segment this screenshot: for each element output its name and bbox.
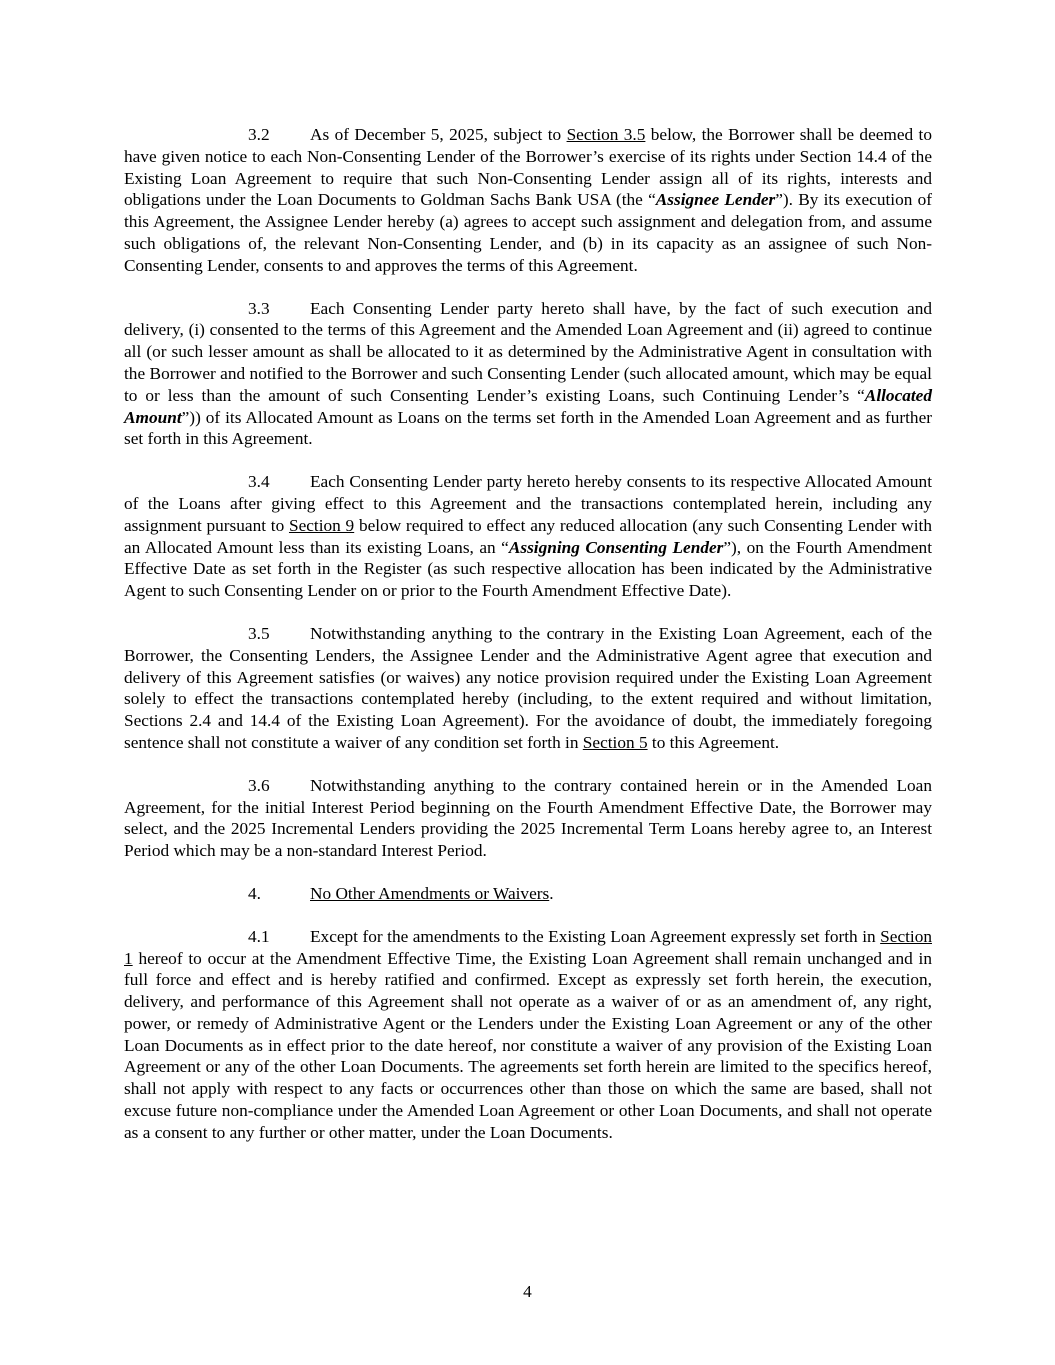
section-4-1 (124, 926, 932, 1144)
section-text: Each Consenting Lender party hereto hereby consents to its respective Allocated Amount of the Loans after giving effect to this Agreement and the transactions contemplated herein, including any assignment pursuant to (124, 472, 932, 535)
section-reference-link: Section 9 (288, 515, 355, 535)
section-3-6 (124, 775, 932, 862)
section-text: Except for the amendments to the Existing Loan Agreement expressly set forth in (310, 926, 881, 946)
section-number: 3.6 (248, 775, 270, 795)
section-3-3 (124, 298, 932, 451)
section-text: Notwithstanding anything to the contrary contained herein or in the Amended Loan Agreement, for the initial Interest Period beginning on the Fourth Amendment Effective Date, the Borrower may select, and the 2025 Incremental Lenders providing the 2025 Incremental Term Loans hereby agree to, an Interest Period which may be a non-standard Interest Period. (124, 775, 932, 861)
section-3-5 (124, 623, 932, 754)
section-text: below required to effect any reduced allocation (any such Consenting Lender with an Allocated Amount less than its existing Loans, an “ (124, 515, 932, 557)
section-title: No Other Amendments or Waivers (310, 883, 550, 903)
section-number: 3.4 (248, 472, 270, 492)
section-number: 4.1 (248, 926, 270, 946)
section-text: hereof to occur at the Amendment Effective Time, the Existing Loan Agreement shall remain unchanged and in full force and effect and is hereby ratified and confirmed. Except as expressly set forth herein, the execution, delivery, and performance of this Agreement shall not operate as a waiver of or as an amendment of, any right, power, or remedy of Administrative Agent or the Lenders under the Existing Loan Agreement or any of the other Loan Documents as in effect prior to the date hereof, nor constitute a waiver of any provision of the Existing Loan Agreement or any of the other Loan Documents. The agreements set forth herein are limited to the specifics hereof, shall not apply with respect to any facts or occurrences other than those on which the same are based, shall not excuse future non-compliance under the Amended Loan Agreement or other Loan Documents, and shall not operate as a consent to any further or other matter, under the Loan Documents. (124, 948, 932, 1142)
section-title-period: . (549, 883, 554, 903)
section-text: As of December 5, 2025, subject to (310, 125, 567, 144)
page-number: 4 (523, 1282, 532, 1301)
section-reference-link: Section 3.5 (566, 125, 646, 144)
defined-term: Assignee Lender (655, 190, 776, 210)
defined-term: Allocated Amount (124, 385, 932, 427)
section-3-4 (124, 471, 932, 602)
section-text: ”), on the Fourth Amendment Effective Date as set forth in the Register (as such respective allocation has been indicated by the Administrative Agent to such Consenting Lender on or prior to the Fourth Amendment Effective Date). (124, 537, 932, 601)
section-number: 3.5 (248, 623, 270, 643)
section-4-heading (124, 883, 932, 905)
section-text: below, the Borrower shall be deemed to have given notice to each Non-Consenting Lender of the Borrower’s exercise of its rights under Section 14.4 of the Existing Loan Agreement to require that such Non-Consenting Lender assign all of its rights, interests and obligations under the Loan Documents to Goldman Sachs Bank USA (the “ (124, 125, 932, 210)
section-text: Each Consenting Lender party hereto shall have, by the fact of such execution and delivery, (i) consented to the terms of this Agreement and the Amended Loan Agreement and (ii) agreed to continue all (or such lesser amount as shall be allocated to it as determined by the Administrative Agent in consultation with the Borrower and notified to the Borrower and such Consenting Lender (such allocated amount, which may be equal to or less than the amount of such Consenting Lender’s existing Loans, such Continuing Lender’s “ (124, 298, 932, 405)
section-number: 4. (248, 883, 261, 903)
section-number: 3.2 (248, 125, 270, 144)
section-text: ”)) of its Allocated Amount as Loans on the terms set forth in the Amended Loan Agreement and as further set forth in this Agreement. (124, 407, 932, 449)
section-text: ”). By its execution of this Agreement, the Assignee Lender hereby (a) agrees to accept such assignment and delegation from, and assume such obligations of, the relevant Non-Consenting Lender, and (b) in its capacity as an assignee of such Non-Consenting Lender, consents to and approves the terms of this Agreement. (124, 190, 932, 275)
section-text: to this Agreement. (647, 732, 780, 752)
section-text: Notwithstanding anything to the contrary in the Existing Loan Agreement, each of the Borrower, the Consenting Lenders, the Assignee Lender and the Administrative Agent agree that execution and delivery of this Agreement satisfies (or waives) any notice provision required under the Existing Loan Agreement solely to effect the transactions contemplated hereby (including, to the extent required and without limitation, Sections 2.4 and 14.4 of the Existing Loan Agreement). For the avoidance of doubt, the immediately foregoing sentence shall not constitute a waiver of any condition set forth in (124, 623, 932, 752)
section-reference-link: Section 5 (582, 732, 648, 752)
section-reference-link: Section 1 (124, 926, 932, 968)
section-number: 3.3 (248, 298, 270, 318)
section-3-2 (124, 124, 932, 277)
document-page (124, 124, 932, 1165)
defined-term: Assigning Consenting Lender (508, 537, 724, 557)
